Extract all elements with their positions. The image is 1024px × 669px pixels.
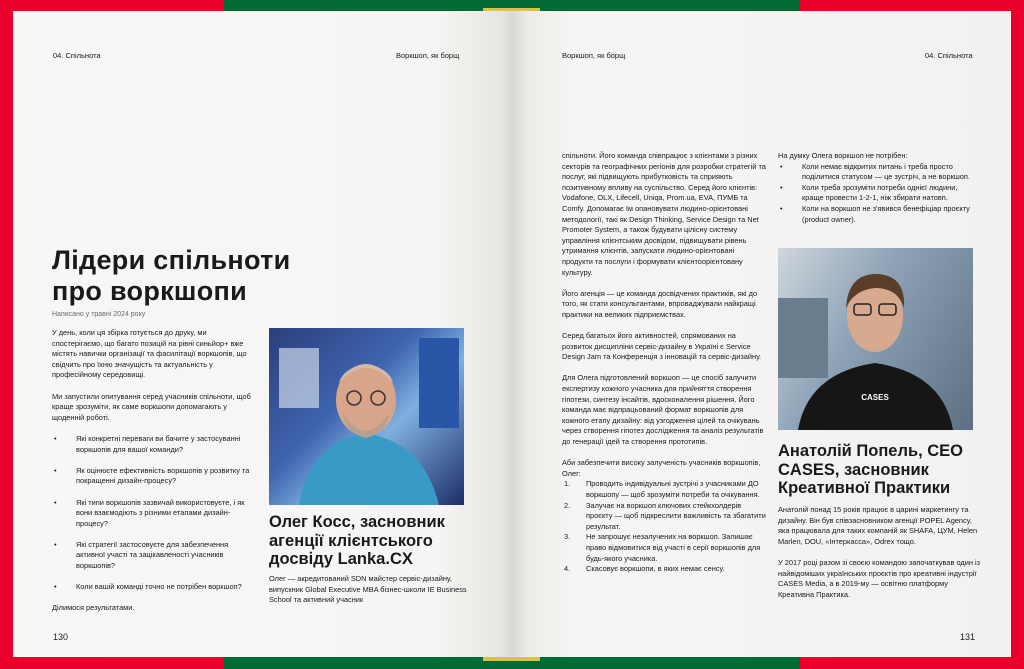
list-item (778, 183, 978, 204)
section-label: 04. Спільнота (925, 51, 973, 60)
bullet: • (54, 539, 57, 549)
list-item (778, 204, 978, 225)
question-item (52, 540, 257, 572)
engagement-intro: Аби забезпечити високу залученість учасників воркшопів, Олег: (562, 458, 761, 478)
not-needed-list (778, 162, 978, 226)
question-text: Як оцінюєте ефективність воркшопів у розвитку та покращенні дизайн-процесу? (76, 465, 250, 486)
engagement-list (562, 479, 767, 574)
list-text: Коли треба зрозуміти потреби однієї людини, краще провести 1-2-1, ніж збирати натовп. (802, 182, 958, 203)
list-item (562, 479, 767, 500)
question-item (52, 434, 257, 455)
list-item (562, 532, 767, 564)
list-text: Скасовує воркшопи, в яких немає сенсу. (586, 564, 725, 574)
question-text: Які конкретні переваги ви бачите у застосуванні воркшопів для вашої команди? (76, 433, 241, 454)
anatoliy-popel-photo (778, 248, 973, 430)
intro-paragraph: У день, коли ця збірка готується до друку, ми спостерігаємо, що багато позицій на рівні синьйор+ вже містять навички організації та фасилітації воркшопів, що свідчить про їхню значущість та актуальність у професійному середовищі. (52, 328, 247, 380)
list-text: Не запрошує незалучених на воркшоп. Залишає право відмовитися від участі в серії воркшопів для будь-якого учасника. (586, 532, 761, 563)
portrait-illustration (778, 248, 973, 430)
paragraph: У 2017 році разом зі своєю командою започаткував один із найвідоміших українських проєктів про креативні індустрії CASES Media, а в 2019-му — освітню платформу Креативна Практика. (778, 557, 981, 599)
question-list (52, 434, 257, 593)
paragraph: Серед багатьох його активностей, спрямованих на розвиток дисципліни сервіс-дизайну в Україні є Service Design Jam та Конференція з інновацій та сервіс-дизайну. (562, 331, 762, 362)
right-page (512, 11, 1011, 657)
paragraph: Для Олега підготовлений воркшоп — це спосіб залучити експертизу кожного учасника для прийняття створення гіпотези, синтезу інсайтів, вдосконалення рішення. Його команда має відпрацьований формат воркшопів для кожного етапу дизайну: від узгодження цілей та очікувань через створення гіпотез дослідження та аналіз результатів до генерації ідей та створення прототипів. (562, 373, 764, 447)
paragraph: Його агенція — це команда досвідчених практиків, які до того, як стати консультантами, впроваджували найкращі практики на великих підприємствах. (562, 288, 758, 319)
paragraph: спільноти. Його команда співпрацює з клієнтами з різних секторів та географічних регіонів для розробки стратегій та послуг, які підвищують прибутковість та сприяють позитивному впливу на суспільство. Серед його клієнтів: Vodafone, OLX, Lifecell, Uniqa, Prom.ua, EVA, ПУМБ та Comfy. Допомагає їм опановувати людино-орієнтовані методології, такі як Design Thinking, Service Design та Net Promoter System, а також будувати цілісну систему управління клієнтським досвідом, підвищувати рівень утримання клієнтів, запускати людино-орієнтовані продукти та послуги і формувати клієнтоорієнтовану культуру. (562, 151, 766, 277)
list-number: 4. (564, 564, 571, 574)
not-needed-intro: На думку Олега воркшоп не потрібен: (778, 151, 908, 160)
list-text: Проводить індивідуальні зустрічі з учасниками ДО воркшопу — щоб зрозуміти потреби та очікування. (586, 479, 760, 499)
question-item (52, 466, 257, 487)
running-title: Воркшоп, як борщ (562, 51, 626, 60)
magazine-spread (13, 11, 1011, 657)
question-text: Які стратегії застосовуєте для забезпечення активної участі та зацікавленості учасників воркшопів? (76, 539, 229, 571)
date-line: Написано у травні 2024 року (52, 311, 146, 318)
bullet: • (54, 465, 57, 475)
page-title (52, 245, 291, 307)
left-page (13, 11, 512, 657)
running-title: Воркшоп, як борщ (396, 51, 460, 60)
survey-paragraph: Ми запустили опитування серед учасників спільноти, щоб краще зрозуміти, як саме воркшопи допомагають у щоденній роботі. (52, 391, 251, 422)
column-1 (562, 151, 767, 575)
question-item (52, 498, 257, 530)
page-number: 131 (960, 632, 976, 642)
closing-line: Ділимося результатами. (52, 603, 135, 613)
list-item (562, 564, 767, 575)
list-number: 2. (564, 500, 571, 510)
title-line: Лідери спільноти (52, 245, 291, 275)
list-item (562, 501, 767, 533)
bullet: • (780, 203, 783, 213)
paragraph: Анатолій понад 15 років працює в царині маркетингу та дизайну. Він був співзасновником агенції POPEL Agency, яка працювала для таких компаній як SHAFA, ЦУМ, Helen Marlen, DOU, «Інтеркасса», Odrex тощо. (778, 505, 978, 546)
title-line: про воркшопи (52, 276, 248, 306)
bullet: • (54, 582, 57, 592)
list-text: Коли на воркшоп не з'явився бенефіціар проєкту (product owner). (802, 203, 970, 224)
question-item (52, 582, 257, 593)
anatoliy-heading: Анатолій Попель, CEO CASES, засновник Креативної Практики (778, 442, 964, 497)
bullet: • (54, 433, 57, 443)
bullet: • (54, 497, 57, 507)
list-number: 3. (564, 532, 571, 542)
portrait-illustration (269, 328, 464, 505)
list-text: Коли немає відкритих питань і треба просто поділитися статусом — це зустріч, а не воркшоп. (802, 161, 970, 182)
question-text: Які типи воркшопів зазвичай використовуєте, і як вони взаємодіють з різними етапами дизайн-процесу? (76, 497, 245, 528)
list-text: Залучає на воркшоп ключових стейкхолдерів проєкту — щоб підкреслити важливість та збагатити результат. (586, 500, 766, 531)
list-number: 1. (564, 479, 571, 489)
intro-column (52, 328, 257, 625)
oleg-bio: Олег — акредитований SDN майстер сервіс-дизайну, випускник Global Executive MBA бізнес-школи IE Business School та активний учасник (269, 574, 467, 605)
section-label: 04. Спільнота (53, 51, 101, 60)
page-number: 130 (53, 632, 69, 642)
not-needed-block (778, 151, 978, 225)
shirt-logo: CASES (861, 393, 889, 402)
question-text: Коли вашій команді точно не потрібен воркшоп? (76, 582, 242, 592)
bullet: • (780, 161, 783, 171)
oleg-koss-photo (269, 328, 464, 505)
anatoliy-bio (778, 505, 983, 611)
bullet: • (780, 182, 783, 192)
list-item (778, 162, 978, 183)
oleg-heading: Олег Косс, засновник агенції клієнтського досвіду Lanka.CX (269, 513, 445, 568)
